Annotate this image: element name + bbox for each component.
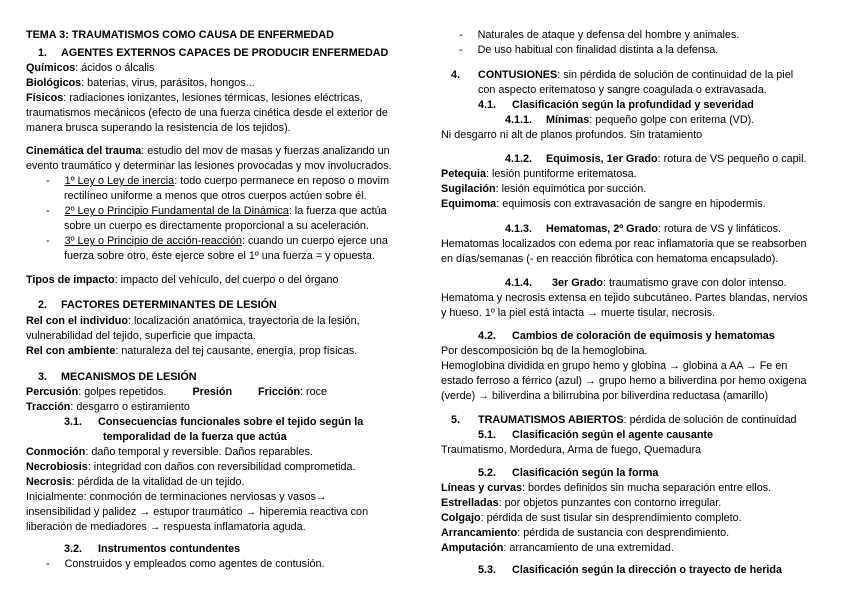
lineas-line: Líneas y curvas: bordes definidos sin mucha separación entre ellos. bbox=[441, 482, 772, 494]
tipos-impacto-line: Tipos de impacto: impacto del vehículo, del cuerpo o del órgano bbox=[26, 274, 339, 286]
mecanismos-line: Percusión: golpes repetidos. Presión Fricción: roce bbox=[26, 386, 328, 398]
necrosis-line: Necrosis: pérdida de la vitalidad de un tejido. bbox=[26, 476, 245, 488]
section-4-1-1-heading: 4.1.1. Mínimas: pequeño golpe con eritema (VD). bbox=[505, 114, 755, 126]
ley-3-item-line-2: fuerza sobre otro, éste ejerce sobre el 1º una fuerza = y opuesta. bbox=[64, 250, 375, 262]
section-4-1-1-line-2: Ni desgarro ni alt de planos profundos. Sin tratamiento bbox=[441, 129, 703, 141]
section-4-1-3-line-3: en días/semanas (- en reacción fibrótica con hematoma encapsulado). bbox=[441, 253, 779, 265]
ley-1-item: - 1º Ley o Ley de inercia: todo cuerpo permanece en reposo o movim bbox=[46, 175, 390, 187]
ambiente-line: Rel con ambiente: naturaleza del tej causante, energía, prop físicas. bbox=[26, 345, 358, 357]
cinematica-line: Cinemática del trauma: estudio del mov de masas y fuerzas analizando un bbox=[26, 145, 390, 157]
biologicos-line: Biológicos: baterias, virus, parásitos, hongos... bbox=[26, 77, 255, 89]
contundentes-item: - Construidos y empleados como agentes de contusión. bbox=[46, 558, 325, 570]
equimoma-line: Equimoma: equimosis con extravasación de sangre en hipodermis. bbox=[441, 198, 766, 210]
arrancamiento-line: Arrancamiento: pérdida de sustancia con desprendimiento. bbox=[441, 527, 730, 539]
quimicos-line: Químicos: ácidos o álcalis bbox=[26, 62, 155, 74]
section-5-1-heading: 5.1. Clasificación según el agente causante bbox=[478, 429, 714, 441]
inicial-line-2: insensibilidad y palidez → estupor traumático → hiperemia reactiva con bbox=[26, 506, 369, 518]
petequia-line: Petequia: lesión puntiforme eritematosa. bbox=[441, 168, 637, 180]
section-5-3-heading: 5.3. Clasificación según la dirección o trayecto de herida bbox=[478, 564, 783, 576]
amputacion-line: Amputación: arrancamiento de una extremidad. bbox=[441, 542, 674, 554]
conmocion-line: Conmoción: daño temporal y reversible. Daños reparables. bbox=[26, 446, 313, 458]
fisicos-line: Físicos: radiaciones ionizantes, lesiones térmicas, lesiones eléctricas, bbox=[26, 92, 363, 104]
section-4-2-heading: 4.2. Cambios de coloración de equimosis y hematomas bbox=[478, 330, 775, 342]
section-4-1-4-heading: 4.1.4. 3er Grado: traumatismo grave con dolor intenso. bbox=[505, 277, 787, 289]
fisicos-line-3: manera brusca superando la resistencia de los tejidos). bbox=[26, 122, 291, 134]
traccion-line: Tracción: desgarro o estiramiento bbox=[26, 401, 190, 413]
section-2-heading: 2. FACTORES DETERMINANTES DE LESIÓN bbox=[38, 299, 277, 311]
individuo-line-2: vulnerabilidad del tejido, superficie que impacta. bbox=[26, 330, 256, 342]
section-4-2-line-1: Por descomposición bq de la hemoglobina. bbox=[441, 345, 648, 357]
document-title: TEMA 3: TRAUMATISMOS COMO CAUSA DE ENFERMEDAD bbox=[26, 29, 334, 41]
section-4-1-heading: 4.1. Clasificación según la profundidad y severidad bbox=[478, 99, 754, 111]
section-4-2-line-2: Hemoglobina dividida en grupo hemo y globina → globina a AA → Fe en bbox=[441, 360, 788, 372]
section-3-heading: 3. MECANISMOS DE LESIÓN bbox=[38, 371, 197, 383]
section-4-line-2: con aspecto eritematoso y sangre coagulada o extravasada. bbox=[478, 84, 767, 96]
inicial-line-3: liberación de mediadores → respuesta inflamatoria aguda. bbox=[26, 521, 306, 533]
sugilacion-line: Sugilación: lesión equimótica por succión. bbox=[441, 183, 647, 195]
ley-2-item: - 2º Ley o Principio Fundamental de la Dinámica: la fuerza que actúa bbox=[46, 205, 387, 217]
section-5-heading: 5. TRAUMATISMOS ABIERTOS: pérdida de solución de continuidad bbox=[451, 414, 797, 426]
section-5-1-line-1: Traumatismo, Mordedura, Arma de fuego, Quemadura bbox=[441, 444, 702, 456]
colgajo-line: Colgajo: pérdida de sust tisular sin desprendimiento completo. bbox=[441, 512, 742, 524]
section-3-2-heading: 3.2. Instrumentos contundentes bbox=[64, 543, 241, 555]
section-4-1-2-heading: 4.1.2. Equimosis, 1er Grado: rotura de VS pequeño o capil. bbox=[505, 153, 807, 165]
section-4-heading: 4. CONTUSIONES: sin pérdida de solución de continuidad de la piel bbox=[451, 69, 794, 81]
section-4-1-4-line-2: Hematoma y necrosis extensa en tejido subcutáneo. Partes blandas, nervios bbox=[441, 292, 808, 304]
estrelladas-line: Estrelladas: por objetos punzantes con contorno irregular. bbox=[441, 497, 722, 509]
bullet-naturales: - Naturales de ataque y defensa del hombre y animales. bbox=[459, 29, 740, 41]
section-1-heading: 1. AGENTES EXTERNOS CAPACES DE PRODUCIR ENFERMEDAD bbox=[38, 47, 389, 59]
fisicos-line-2: traumatismos mecánicos (efecto de una fuerza cinética desde el exterior de bbox=[26, 107, 388, 119]
section-4-1-4-line-3: y hueso. 1º la piel está intacta → muerte tisular, necrosis. bbox=[441, 307, 715, 319]
individuo-line: Rel con el individuo: localización anatómica, trayectoria de la lesión, bbox=[26, 315, 360, 327]
section-5-2-heading: 5.2. Clasificación según la forma bbox=[478, 467, 659, 479]
section-3-1-heading: 3.1. Consecuencias funcionales sobre el tejido según la bbox=[64, 416, 364, 428]
section-4-1-3-line-2: Hematomas localizados con edema por reac inflamatoria que se reabsorben bbox=[441, 238, 807, 250]
inicial-line-1: Inicialmente: conmoción de terminaciones nerviosas y vasos→ bbox=[26, 491, 327, 503]
section-3-1-heading-line-2: temporalidad de la fuerza que actúa bbox=[103, 431, 287, 443]
section-4-1-3-heading: 4.1.3. Hematomas, 2º Grado: rotura de VS y linfáticos. bbox=[505, 223, 781, 235]
bullet-uso-habitual: - De uso habitual con finalidad distinta a la defensa. bbox=[459, 44, 719, 56]
ley-3-item: - 3º Ley o Principio de acción-reacción: cuando un cuerpo ejerce una bbox=[46, 235, 388, 247]
section-4-2-line-3: estado ferroso a férrico (azul) → grupo hemo a biliverdina por hemo oxigena bbox=[441, 375, 807, 387]
ley-1-item-line-2: rectilíneo uniforme a menos que otros cuerpos actúen sobre él. bbox=[64, 190, 367, 202]
cinematica-line-2: evento traumático y determinar las lesiones provocadas y mov involucrados. bbox=[26, 160, 392, 172]
ley-2-item-line-2: sobre un cuerpo es directamente proporcional a su aceleración. bbox=[64, 220, 369, 232]
necrobiosis-line: Necrobiosis: integridad con daños con reversibilidad comprometida. bbox=[26, 461, 356, 473]
section-4-2-line-4: (verde) → biliverdina a bilirrubina por biliverdina reductasa (amarillo) bbox=[441, 390, 769, 402]
